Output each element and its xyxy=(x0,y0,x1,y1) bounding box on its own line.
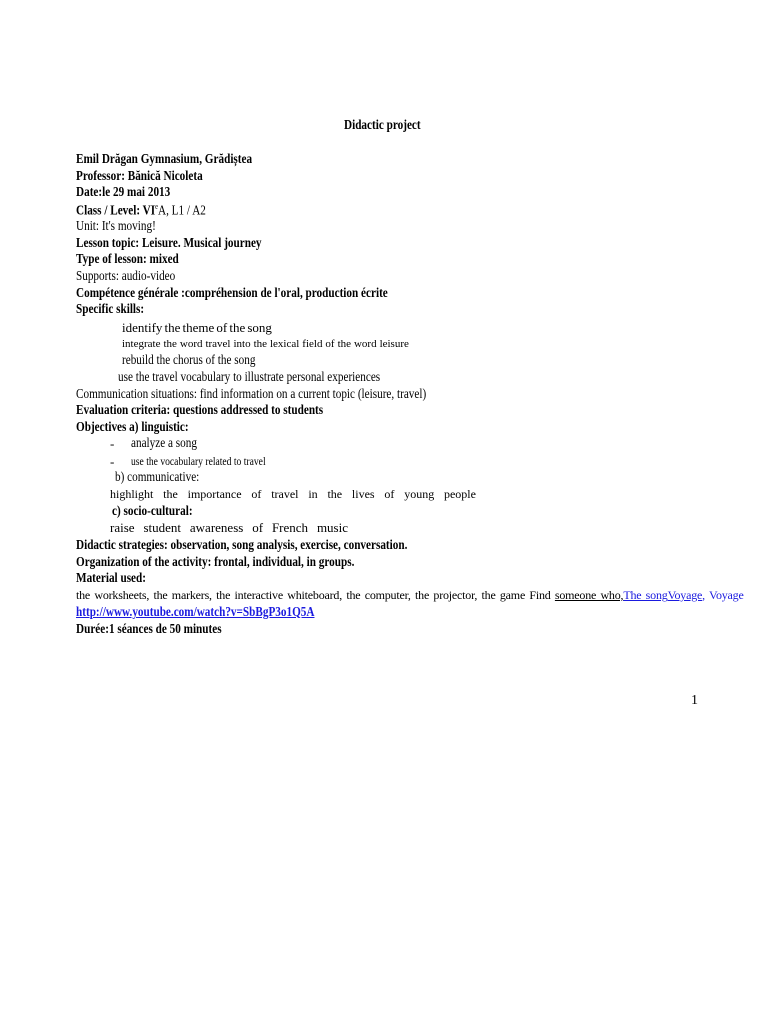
class-level-line xyxy=(76,203,206,219)
objective-dash-2: - xyxy=(110,454,115,469)
class-rest: A, L1 / A2 xyxy=(157,203,206,219)
objectives-heading: Objectives a) linguistic: xyxy=(76,420,189,435)
song-link[interactable]: The song xyxy=(623,588,668,602)
skill-2: integrate the word travel into the lexical field of the word leisure xyxy=(122,338,409,350)
objective-dash-1: - xyxy=(110,436,115,451)
objective-c-heading: c) socio-cultural: xyxy=(112,504,193,519)
document-title: Didactic project xyxy=(344,118,421,133)
class-superscript: e xyxy=(155,202,158,211)
voyage-link-2[interactable]: Voyage xyxy=(709,588,744,602)
objective-b-text: highlight the importance of travel in the lives of young people xyxy=(110,487,476,501)
lesson-topic: Lesson topic: Leisure. Musical journey xyxy=(76,236,262,251)
communication-line: Communication situations: find information on a current topic (leisure, travel) xyxy=(76,387,427,402)
skill-3: rebuild the chorus of the song xyxy=(122,353,256,368)
someone-who: someone who, xyxy=(554,588,624,602)
strategies-line: Didactic strategies: observation, song analysis, exercise, conversation. xyxy=(76,538,408,553)
date-line: Date:le 29 mai 2013 xyxy=(76,185,171,200)
material-heading: Material used: xyxy=(76,571,146,586)
supports-line: Supports: audio-video xyxy=(76,269,176,284)
material-line xyxy=(76,588,744,602)
objective-a2: use the vocabulary related to travel xyxy=(131,454,266,468)
duration-line: Durée:1 séances de 50 minutes xyxy=(76,622,222,637)
skill-1: identify the theme of the song xyxy=(122,320,272,335)
evaluation-line: Evaluation criteria: questions addressed to students xyxy=(76,403,324,418)
youtube-url[interactable]: http://www.youtube.com/watch?v=SbBgP3o1Q5A xyxy=(76,605,315,620)
professor-line: Professor: Bănică Nicoleta xyxy=(76,169,203,184)
link-separator: , xyxy=(702,588,710,602)
youtube-link[interactable] xyxy=(76,606,314,620)
class-label: Class / Level: VI xyxy=(76,203,156,219)
competence-line: Compétence générale :compréhension de l'oral, production écrite xyxy=(76,286,388,301)
objective-a1: analyze a song xyxy=(131,436,197,451)
unit-line: Unit: It's moving! xyxy=(76,219,156,234)
skill-4: use the travel vocabulary to illustrate personal experiences xyxy=(118,370,381,385)
lesson-type: Type of lesson: mixed xyxy=(76,252,179,267)
voyage-link-1[interactable]: Voyage xyxy=(667,588,703,602)
school-name: Emil Drăgan Gymnasium, Grădiștea xyxy=(76,152,253,167)
objective-b-heading: b) communicative: xyxy=(115,470,200,485)
objective-c-text: raise student awareness of French music xyxy=(110,520,348,535)
specific-skills-heading: Specific skills: xyxy=(76,302,145,317)
material-text: the worksheets, the markers, the interactive whiteboard, the computer, the projector, the game Find xyxy=(76,588,555,602)
organization-line: Organization of the activity: frontal, individual, in groups. xyxy=(76,555,355,570)
page-number: 1 xyxy=(691,693,698,708)
